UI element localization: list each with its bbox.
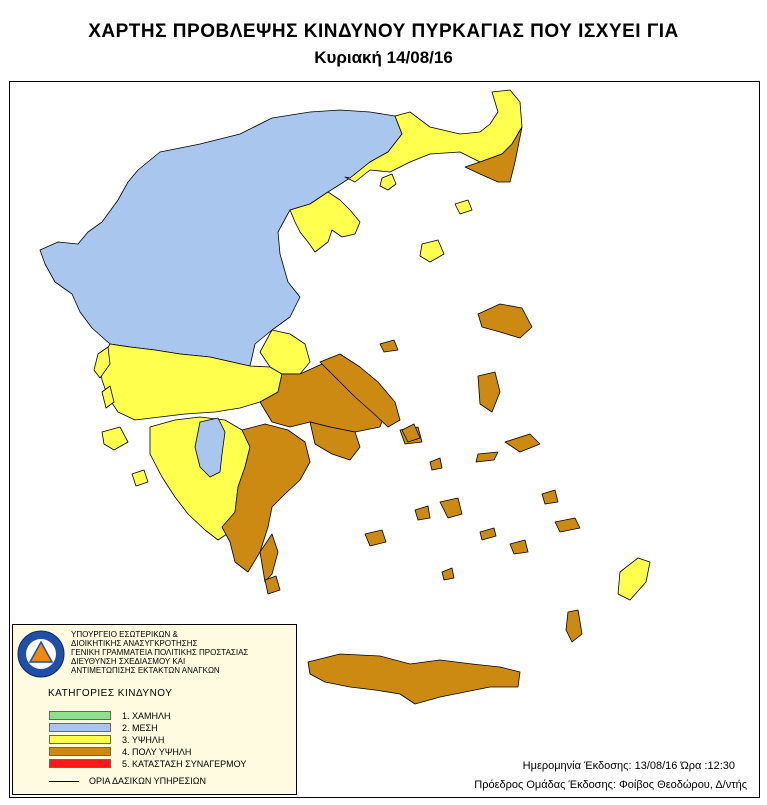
legend-label-very-high: 4. ΠΟΛΥ ΥΨΗΛΗ (122, 747, 192, 757)
island-milos (365, 530, 386, 546)
island-amorgos (480, 528, 496, 540)
island-zakynthos (132, 470, 148, 486)
legend-boundary-line (49, 781, 79, 782)
legend-label-high: 3. ΥΨΗΛΗ (122, 735, 165, 745)
island-samos (505, 434, 540, 452)
legend-label-low: 1. ΧΑΜΗΛΗ (122, 711, 171, 721)
island-ikaria (476, 452, 498, 462)
region-northern-greece (40, 110, 402, 366)
island-lesvos (478, 304, 532, 338)
org-line-4: ΔΙΕΥΘΥΝΣΗ ΣΧΕΔΙΑΣΜΟΥ ΚΑΙ (71, 657, 186, 666)
civil-protection-logo-icon (17, 630, 65, 678)
org-line-5: ΑΝΤΙΜΕΤΩΠΙΣΗΣ ΕΚΤΑΚΤΩΝ ΑΝΑΓΚΩΝ (71, 666, 220, 675)
island-limnos (420, 240, 444, 262)
org-line-1: ΥΠΟΥΡΓΕΙΟ ΕΣΩΤΕΡΙΚΩΝ & (71, 630, 178, 639)
island-santorini (442, 568, 454, 580)
island-kefalonia (102, 427, 128, 450)
island-chios (478, 372, 500, 412)
issue-date-time: Ημερομηνία Έκδοσης: 13/08/16 Ώρα :12:30 (522, 760, 735, 772)
legend-boundary-label: ΟΡΙΑ ΔΑΣΙΚΩΝ ΥΠΗΡΕΣΙΩΝ (89, 776, 206, 786)
legend-swatch-high (49, 735, 111, 744)
island-rhodes (618, 558, 650, 600)
island-sporades (380, 340, 398, 352)
island-naxos (440, 498, 462, 518)
region-crete (308, 654, 520, 704)
island-samothraki (455, 200, 472, 214)
island-kalymnos (542, 490, 558, 504)
island-karpathos (566, 610, 582, 642)
legend-swatch-very-high (49, 747, 111, 756)
island-tinos (430, 458, 442, 470)
legend-label-medium: 2. ΜΕΣΗ (122, 723, 158, 733)
map-title: ΧΑΡΤΗΣ ΠΡΟΒΛΕΨΗΣ ΚΙΝΔΥΝΟΥ ΠΥΡΚΑΓΙΑΣ ΠΟΥ ΙΣΧΥΕΙ ΓΙΑ (88, 21, 679, 42)
legend-label-alarm: 5. ΚΑΤΑΣΤΑΣΗ ΣΥΝΑΓΕΡΜΟΥ (122, 759, 247, 769)
legend-categories-title: ΚΑΤΗΓΟΡΙΕΣ ΚΙΝΔΥΝΟΥ (48, 688, 173, 699)
org-line-2: ΔΙΟΙΚΗΤΙΚΗΣ ΑΝΑΣΥΓΚΡΟΤΗΣΗΣ (71, 639, 198, 648)
island-kos (555, 518, 580, 532)
region-western-greece (100, 344, 282, 420)
legend-swatch-medium (49, 723, 111, 732)
map-date: Κυριακή 14/08/16 (314, 48, 453, 67)
island-paros (415, 506, 430, 520)
legend-swatch-alarm (49, 759, 111, 768)
island-astypalaia (510, 540, 528, 554)
org-line-3: ΓΕΝΙΚΗ ΓΡΑΜΜΑΤΕΙΑ ΠΟΛΙΤΙΚΗΣ ΠΡΟΣΤΑΣΙΑΣ (71, 648, 249, 657)
legend-swatch-low (49, 711, 111, 720)
legend-panel (12, 624, 297, 795)
island-thasos (380, 174, 396, 190)
issue-chair: Πρόεδρος Ομάδας Έκδοσης: Φοίβος Θεοδώρου, Δ/ντής (474, 779, 747, 791)
